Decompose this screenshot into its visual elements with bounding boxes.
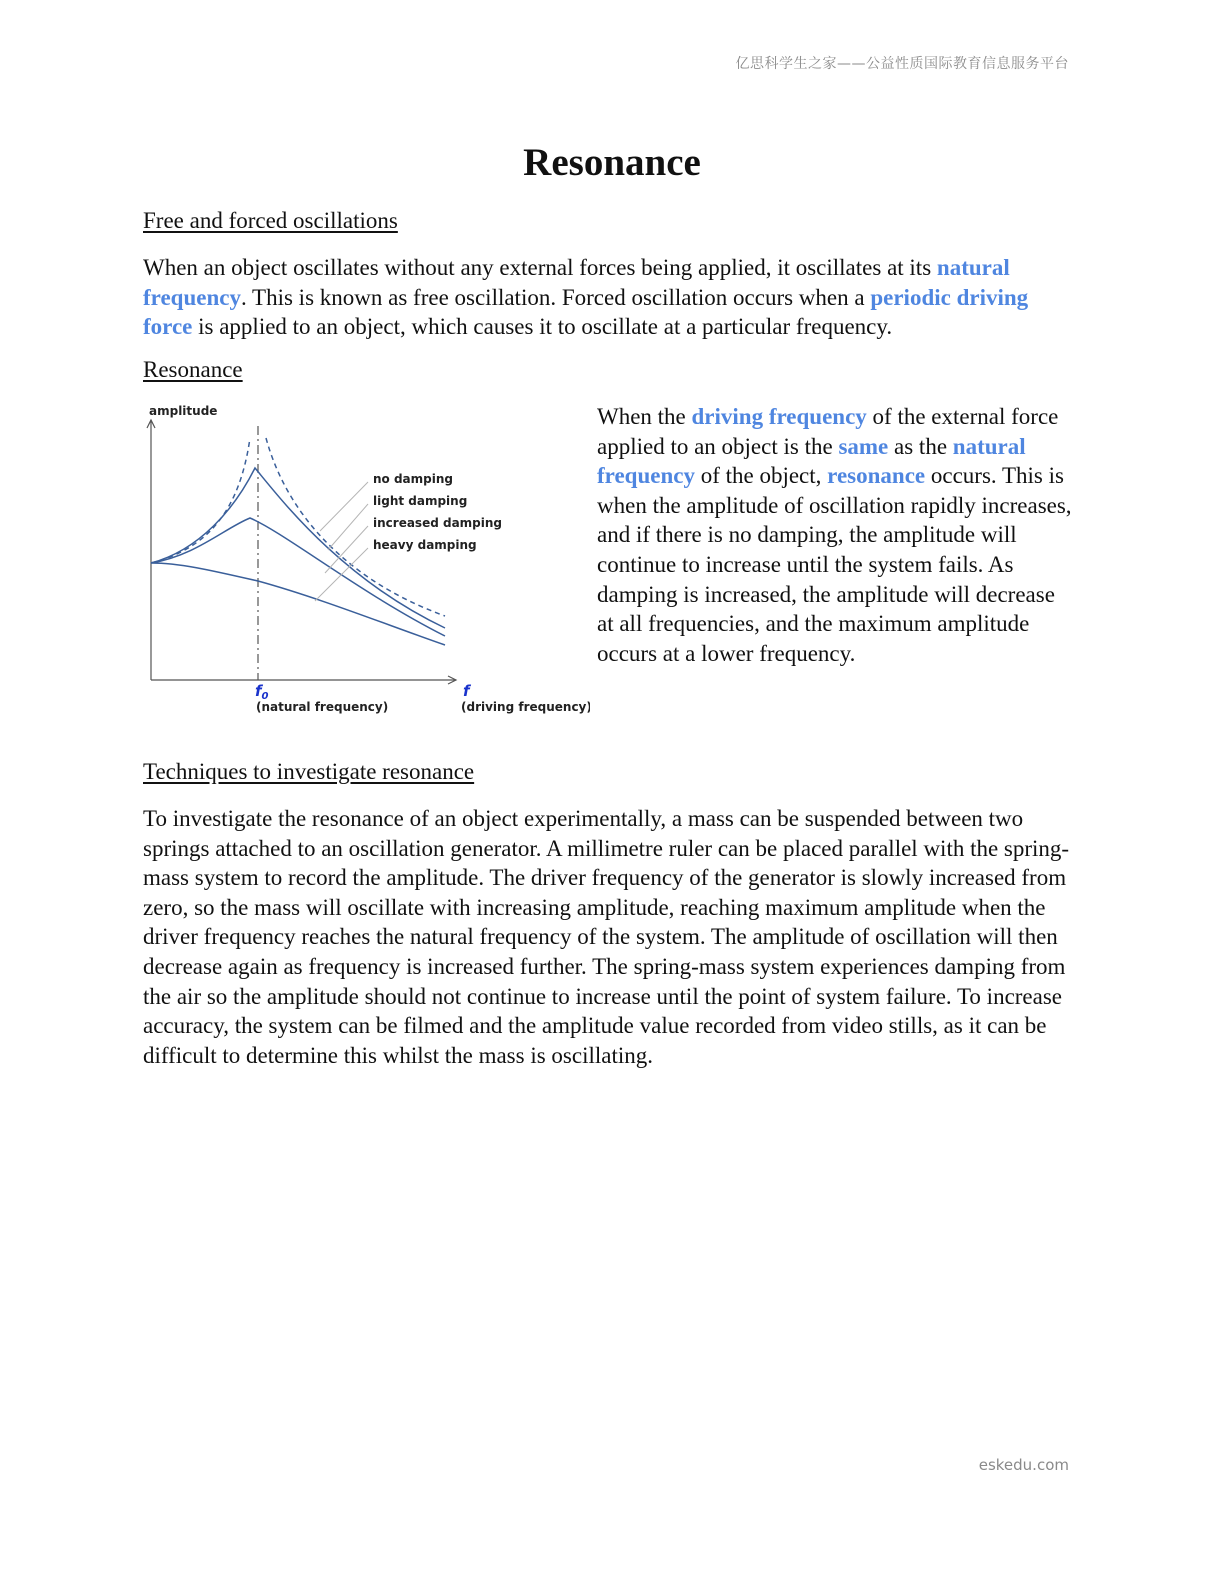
y-axis-label: amplitude: [149, 404, 218, 418]
leader-no-damping: [320, 482, 368, 531]
term-periodic-driving-force: periodic driving force: [143, 284, 1029, 340]
resonance-curve-diagram: [140, 398, 590, 728]
legend-increased-damping: increased damping: [373, 516, 502, 530]
natural-frequency-label: (natural frequency): [256, 700, 389, 714]
heading-techniques: Techniques to investigate resonance: [143, 759, 475, 784]
legend-heavy-damping: heavy damping: [373, 538, 477, 552]
footer-note: eskedu.com: [978, 1456, 1069, 1474]
leader-increased-damping: [325, 526, 368, 573]
page-title: Resonance: [523, 141, 701, 184]
paragraph-resonance: When the driving frequency of the external force applied to an object is the same as the natural frequency of the object, resonance occurs. This is when the amplitude of oscillation rapidly increases, and if there is no damping, the amplitude will continue to increase until the system fails. As damping is increased, the amplitude will decrease at all frequencies, and the maximum amplitude occurs at a lower frequency.: [597, 404, 1072, 666]
paragraph-free-forced: When an object oscillates without any external forces being applied, it oscillates at its natural frequency. This is known as free oscillation. Forced oscillation occurs when a periodic driving force is applied to an object, which causes it to oscillate at a particular frequency.: [143, 255, 1029, 340]
term-same: same: [838, 433, 889, 459]
heading-free-forced-oscillations: Free and forced oscillations: [143, 208, 398, 233]
term-driving-frequency: driving frequency: [691, 404, 867, 429]
resonance-curve-svg: [140, 398, 590, 728]
paragraph-techniques: To investigate the resonance of an object experimentally, a mass can be suspended between two springs attached to an oscillation generator. A millimetre ruler can be placed parallel with the spring-mass system to record the amplitude. The driver frequency of the generator is slowly increased from zero, so the mass will oscillate with increasing amplitude, reaching maximum amplitude when the driver frequency reaches the natural frequency of the system. The amplitude of oscillation will then decrease again as frequency is increased further. The spring-mass system experiences damping from the air so the amplitude should not continue to increase until the point of system failure. To increase accuracy, the system can be filmed and the amplitude value recorded from video stills, as it can be difficult to determine this whilst the mass is oscillating.: [143, 806, 1070, 1068]
legend-no-damping: no damping: [373, 472, 453, 486]
term-resonance: resonance: [827, 463, 926, 489]
natural-frequency-symbol: $f_0$: [255, 682, 269, 702]
term-natural-frequency: natural frequency: [143, 255, 1010, 310]
legend-light-damping: light damping: [373, 494, 468, 508]
header-note: 亿思科学生之家——公益性质国际教育信息服务平台: [735, 56, 1069, 72]
term-natural-frequency-2: natural frequency: [597, 433, 1026, 489]
heading-resonance: Resonance: [143, 357, 243, 382]
driving-frequency-symbol: f: [463, 682, 470, 700]
curve-increased-damping: [151, 518, 445, 636]
leader-light-damping: [328, 504, 368, 550]
driving-frequency-label: (driving frequency): [461, 700, 590, 714]
